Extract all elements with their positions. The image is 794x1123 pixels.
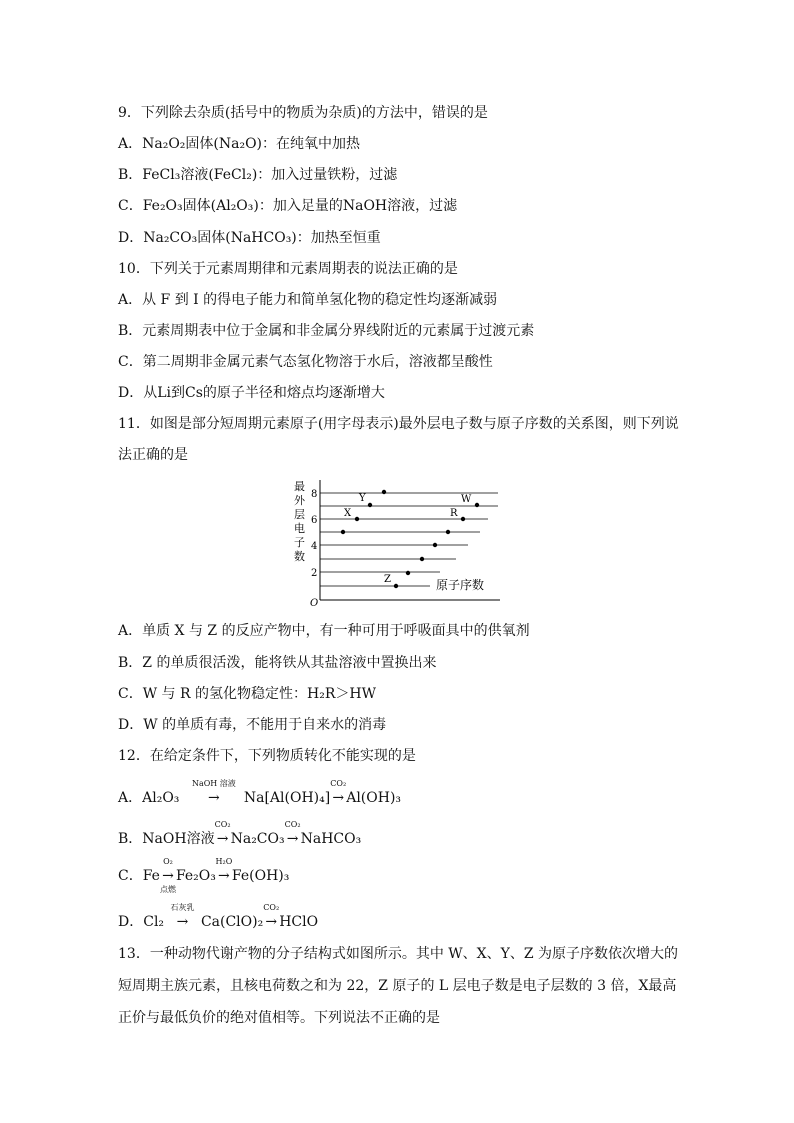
q10-option-d: D．从Li到Cs的原子半径和熔点均逐渐增大: [118, 385, 385, 401]
data-point: [461, 517, 465, 521]
reactant: Fe: [142, 868, 160, 884]
data-point: [382, 490, 386, 494]
q10-option-a: A．从 F 到 I 的得电子能力和简单氢化物的稳定性均逐渐减弱: [118, 292, 498, 308]
point-label-r: R: [450, 508, 458, 519]
reaction-arrow: [184, 779, 244, 808]
arrow-glyph: →: [176, 914, 189, 930]
q11-option-b: B．Z 的单质很活泼，能将铁从其盐溶液中置换出来: [118, 655, 437, 671]
option-label: B．: [118, 831, 143, 847]
origin-label: O: [310, 598, 319, 608]
product: Na[Al(OH)₄]: [243, 790, 331, 806]
point-label-z: Z: [384, 574, 391, 585]
q9-option-b: B．FeCl₃溶液(FeCl₂)：加入过量铁粉，过滤: [118, 167, 398, 183]
product: Fe(OH)₃: [231, 868, 290, 884]
q11-option-a: A．单质 X 与 Z 的反应产物中，有一种可用于呼吸面具中的供氧剂: [118, 623, 530, 639]
reaction-arrow: [330, 779, 347, 808]
reaction-arrow: [263, 903, 280, 932]
y-label-char: 电: [294, 522, 305, 535]
arrow-glyph: →: [162, 868, 174, 884]
reaction-condition: CO₂: [214, 820, 231, 829]
reaction-condition: 石灰乳: [170, 903, 195, 912]
data-point: [433, 543, 437, 547]
option-label: C．: [118, 868, 143, 884]
reaction-condition: O₂: [163, 857, 173, 866]
reaction-condition: CO₂: [263, 903, 280, 912]
y-label-char: 子: [294, 536, 305, 549]
arrow-glyph: →: [332, 790, 345, 806]
product: Ca(ClO)₂: [200, 914, 264, 930]
arrow-glyph: →: [265, 914, 278, 930]
point-label-x: X: [344, 508, 352, 519]
q9-stem: 9．下列除去杂质(括号中的物质为杂质)的方法中，错误的是: [118, 105, 488, 121]
data-point: [475, 503, 479, 507]
q10-option-c: C．第二周期非金属元素气态氢化物溶于水后，溶液都呈酸性: [118, 354, 493, 370]
y-label-char: 数: [294, 550, 305, 563]
arrow-glyph: →: [208, 790, 220, 806]
q11-option-c: C．W 与 R 的氢化物稳定性：H₂R＞HW: [118, 686, 376, 702]
reaction-condition: H₂O: [215, 857, 233, 866]
reaction-condition: NaOH 溶液: [191, 779, 236, 788]
data-point: [394, 584, 398, 588]
q10-stem: 10．下列关于元素周期律和元素周期表的说法正确的是: [118, 261, 458, 277]
point-label-y: Y: [359, 493, 366, 504]
q10-option-b: B．元素周期表中位于金属和非金属分界线附近的元素属于过渡元素: [118, 323, 535, 339]
q13-line1: 13．一种动物代谢产物的分子结构式如图所示。其中 W、X、Y、Z 为原子序数依次增大的: [118, 946, 679, 962]
arrow-glyph: →: [286, 831, 299, 847]
q11-stem-line1: 11．如图是部分短周期元素原子(用字母表示)最外层电子数与原子序数的关系图，则下列说: [118, 416, 679, 432]
data-point: [446, 530, 450, 534]
q13-line2: 短周期主族元素，且核电荷数之和为 22，Z 原子的 L 层电子数是电子层数的 3 倍，X最高: [118, 978, 677, 994]
data-point: [341, 530, 345, 534]
x-axis-label: 原子序数: [436, 578, 485, 592]
reaction-arrow: [169, 903, 197, 932]
reaction-condition: CO₂: [284, 820, 301, 829]
reaction-arrow: [284, 820, 301, 849]
y-label-char: 层: [294, 508, 305, 521]
data-point: [420, 557, 424, 561]
product: Fe₂O₃: [175, 868, 216, 884]
q11-stem-line2: 法正确的是: [118, 447, 188, 463]
arrow-glyph: →: [218, 868, 230, 884]
point-label-w: W: [461, 494, 472, 505]
y-tick-label: 2: [311, 568, 318, 579]
reaction-arrow: [215, 857, 233, 886]
product: NaHCO₃: [300, 831, 362, 847]
data-point: [406, 571, 410, 575]
product: Al(OH)₃: [346, 790, 402, 806]
q9-option-a: A．Na₂O₂固体(Na₂O)：在纯氧中加热: [118, 136, 361, 152]
reactant: Al₂O₃: [142, 790, 180, 806]
q12-stem: 12．在给定条件下，下列物质转化不能实现的是: [118, 748, 416, 764]
reaction-arrow: [214, 820, 231, 849]
q11-option-d: D．W 的单质有毒，不能用于自来水的消毒: [118, 717, 387, 733]
option-label: D．: [118, 914, 144, 930]
product: HClO: [279, 914, 319, 930]
y-tick-label: 4: [311, 541, 318, 552]
option-label: A．: [118, 790, 143, 806]
y-tick-label: 6: [311, 515, 318, 526]
q9-option-d: D．Na₂CO₃固体(NaHCO₃)：加热至恒重: [118, 230, 381, 246]
arrow-glyph: →: [216, 831, 229, 847]
q12-option-a: [118, 779, 402, 808]
product: Na₂CO₃: [230, 831, 285, 847]
q12-option-d: [118, 903, 319, 932]
reaction-condition-below: 点燃: [159, 885, 176, 894]
y-label-char: 外: [294, 494, 305, 507]
y-tick-label: 8: [311, 489, 318, 500]
q12-option-b: [118, 820, 362, 849]
y-label-char: 最: [294, 480, 305, 493]
q9-option-c: C．Fe₂O₃固体(Al₂O₃)：加入足量的NaOH溶液，过滤: [118, 198, 458, 214]
reaction-condition: CO₂: [330, 779, 347, 788]
reaction-arrow: [159, 857, 176, 894]
reactant: NaOH溶液: [142, 831, 215, 847]
data-point: [355, 517, 359, 521]
data-point: [368, 503, 372, 507]
q13-line3: 正价与最低负价的绝对值相等。下列说法不正确的是: [118, 1010, 440, 1026]
q12-option-c: [118, 857, 290, 894]
electron-number-figure: [288, 476, 508, 608]
reactant: Cl₂: [143, 914, 165, 930]
